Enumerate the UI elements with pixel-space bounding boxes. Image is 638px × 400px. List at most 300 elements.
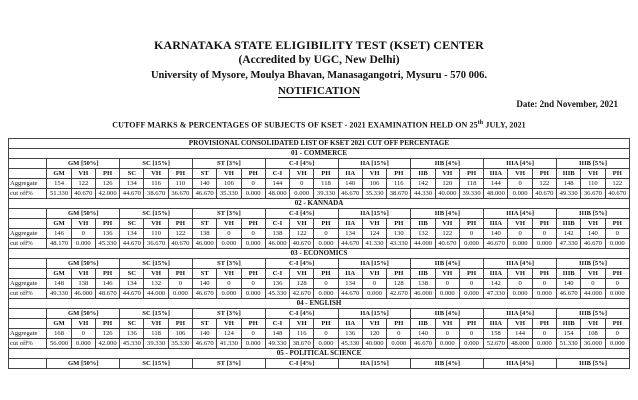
aggregate-value: 0 <box>435 279 459 289</box>
category-header: SC [15%] <box>120 259 193 269</box>
cutoff-value: 0.000 <box>459 239 483 249</box>
category-header: IIIB [5%] <box>557 209 630 219</box>
cutoff-value: 0.000 <box>362 289 386 299</box>
aggregate-value: 144 <box>484 179 508 189</box>
category-header: SC [15%] <box>120 359 193 369</box>
category-header: ST [3%] <box>193 359 266 369</box>
column-header: IIA <box>338 319 362 329</box>
aggregate-value: 0 <box>605 329 629 339</box>
column-header: PH <box>532 269 556 279</box>
aggregate-value: 158 <box>484 329 508 339</box>
column-header: SC <box>120 169 144 179</box>
aggregate-value: 140 <box>338 179 362 189</box>
aggregate-value: 136 <box>265 279 289 289</box>
aggregate-value: 148 <box>557 179 581 189</box>
aggregate-value: 132 <box>144 279 168 289</box>
aggregate-value: 140 <box>581 229 605 239</box>
column-header: VH <box>508 319 532 329</box>
column-header: VH <box>581 319 605 329</box>
category-header: IIIA [4%] <box>484 159 557 169</box>
cutoff-value: 44.000 <box>144 289 168 299</box>
subject-row <box>9 349 630 359</box>
category-header: SC [15%] <box>120 309 193 319</box>
column-header: VH <box>435 319 459 329</box>
aggregate-value: 134 <box>120 279 144 289</box>
category-header: IIIA [4%] <box>484 259 557 269</box>
category-header-row <box>9 309 630 319</box>
aggregate-value: 136 <box>338 329 362 339</box>
aggregate-value: 140 <box>193 329 217 339</box>
column-header: VH <box>71 219 95 229</box>
column-header: SC <box>120 319 144 329</box>
cutoff-value: 44.670 <box>120 289 144 299</box>
aggregate-value: 0 <box>532 329 556 339</box>
cutoff-value: 46.670 <box>581 239 605 249</box>
table-title: PROVISIONAL CONSOLIDATED LIST OF KSET 2021 CUT OFF PERCENTAGE <box>9 139 630 149</box>
aggregate-value: 0 <box>387 329 411 339</box>
aggregate-row <box>9 179 630 189</box>
aggregate-value: 0 <box>71 329 95 339</box>
cutoff-value: 43.330 <box>387 239 411 249</box>
aggregate-value: 0 <box>168 279 192 289</box>
aggregate-value: 128 <box>387 279 411 289</box>
column-header: PH <box>387 269 411 279</box>
cutoff-value: 44.000 <box>581 289 605 299</box>
category-header: ST [3%] <box>193 259 266 269</box>
category-header: IIIA [4%] <box>484 309 557 319</box>
category-header-row <box>9 159 630 169</box>
blank-cell <box>9 159 47 169</box>
category-header: IIB [4%] <box>411 309 484 319</box>
subject-row <box>9 249 630 259</box>
aggregate-value: 144 <box>508 329 532 339</box>
column-header: VH <box>144 169 168 179</box>
aggregate-value: 0 <box>459 229 483 239</box>
cutoff-value: 46.670 <box>193 339 217 349</box>
category-header: IIB [4%] <box>411 259 484 269</box>
aggregate-value: 140 <box>411 329 435 339</box>
subject-name: 01 - COMMERCE <box>9 149 630 159</box>
category-header: IIIB [5%] <box>557 309 630 319</box>
aggregate-value: 106 <box>168 329 192 339</box>
subject-row <box>9 299 630 309</box>
category-header: IIA [15%] <box>338 259 411 269</box>
cutoff-value: 0.000 <box>71 239 95 249</box>
category-header: SC [15%] <box>120 209 193 219</box>
cutoff-value: 0.000 <box>168 289 192 299</box>
column-header: IIIA <box>484 219 508 229</box>
aggregate-value: 0 <box>508 179 532 189</box>
aggregate-value: 124 <box>362 229 386 239</box>
aggregate-value: 138 <box>71 279 95 289</box>
cutoff-value: 45.330 <box>338 339 362 349</box>
column-header: VH <box>144 219 168 229</box>
category-header: IIA [15%] <box>338 359 411 369</box>
blank-cell <box>9 209 47 219</box>
category-header: IIIB [5%] <box>557 359 630 369</box>
column-header: PH <box>532 219 556 229</box>
cutoff-label: cut off% <box>9 239 47 249</box>
column-header: VH <box>435 269 459 279</box>
cutoff-value: 45.330 <box>95 239 119 249</box>
column-header-row <box>9 169 630 179</box>
cutoff-value: 0.000 <box>508 189 532 199</box>
cutoff-value: 0.000 <box>217 239 241 249</box>
blank-cell <box>9 269 47 279</box>
column-header: VH <box>581 169 605 179</box>
cutoff-value: 40.670 <box>532 189 556 199</box>
column-header: PH <box>241 319 265 329</box>
cutoff-value: 46.670 <box>193 289 217 299</box>
cutoff-value: 0.000 <box>435 289 459 299</box>
category-header: GM [50%] <box>47 309 120 319</box>
cutoff-value: 39.330 <box>459 189 483 199</box>
column-header: VH <box>508 219 532 229</box>
blank-cell <box>9 259 47 269</box>
cutoff-value: 0.000 <box>314 289 338 299</box>
category-header: IIIA [4%] <box>484 209 557 219</box>
aggregate-value: 142 <box>411 179 435 189</box>
aggregate-value: 106 <box>362 179 386 189</box>
column-header: PH <box>605 169 629 179</box>
category-header: ST [3%] <box>193 159 266 169</box>
cutoff-value: 36.000 <box>581 339 605 349</box>
column-header: IIB <box>411 169 435 179</box>
aggregate-value: 132 <box>411 229 435 239</box>
column-header: PH <box>605 269 629 279</box>
subject-name: 04 - ENGLISH <box>9 299 630 309</box>
cutoff-value: 0.000 <box>459 289 483 299</box>
aggregate-value: 0 <box>508 279 532 289</box>
aggregate-value: 148 <box>265 329 289 339</box>
column-header: VH <box>435 219 459 229</box>
aggregate-value: 0 <box>314 279 338 289</box>
cutoff-value: 40.670 <box>290 239 314 249</box>
cutoff-value: 51.330 <box>557 339 581 349</box>
cutoff-value: 0.000 <box>241 189 265 199</box>
center-name: KARNATAKA STATE ELIGIBILITY TEST (KSET) CENTER <box>154 38 484 52</box>
category-header: GM [50%] <box>47 359 120 369</box>
aggregate-label: Aggregate <box>9 329 47 339</box>
aggregate-value: 126 <box>95 329 119 339</box>
cutoff-row <box>9 189 630 199</box>
column-header: GM <box>47 319 71 329</box>
aggregate-value: 0 <box>605 279 629 289</box>
aggregate-value: 120 <box>362 329 386 339</box>
aggregate-value: 134 <box>120 179 144 189</box>
cutoff-value: 45.330 <box>120 339 144 349</box>
aggregate-row <box>9 279 630 289</box>
cutoff-value: 0.000 <box>508 239 532 249</box>
column-header: IIIB <box>557 219 581 229</box>
cutoff-value: 52.670 <box>484 339 508 349</box>
cutoff-value: 40.000 <box>362 339 386 349</box>
aggregate-value: 136 <box>95 229 119 239</box>
aggregate-value: 122 <box>290 229 314 239</box>
column-header: PH <box>168 169 192 179</box>
column-header: IIA <box>338 219 362 229</box>
cutoff-value: 41.330 <box>362 239 386 249</box>
aggregate-value: 0 <box>362 279 386 289</box>
column-header: VH <box>290 269 314 279</box>
cutoff-value: 40.670 <box>435 239 459 249</box>
cutoff-value: 49.330 <box>557 189 581 199</box>
cutoff-value: 46.000 <box>193 239 217 249</box>
cutoff-value: 48.000 <box>508 339 532 349</box>
aggregate-value: 146 <box>95 279 119 289</box>
column-header: IIB <box>411 269 435 279</box>
column-header: ST <box>193 269 217 279</box>
aggregate-value: 118 <box>144 329 168 339</box>
cutoff-value: 44.330 <box>411 189 435 199</box>
aggregate-value: 118 <box>314 179 338 189</box>
column-header: IIB <box>411 219 435 229</box>
cutoff-value: 35.330 <box>168 339 192 349</box>
column-header: C-I <box>265 319 289 329</box>
cutoff-value: 48.170 <box>47 239 71 249</box>
aggregate-value: 128 <box>290 279 314 289</box>
cutoff-row <box>9 339 630 349</box>
column-header-row <box>9 269 630 279</box>
cutoff-value: 40.670 <box>605 189 629 199</box>
aggregate-value: 126 <box>95 179 119 189</box>
aggregate-value: 0 <box>532 279 556 289</box>
aggregate-value: 144 <box>265 179 289 189</box>
column-header: VH <box>508 269 532 279</box>
column-header: VH <box>71 319 95 329</box>
cutoff-value: 0.000 <box>71 339 95 349</box>
cutoff-value: 0.000 <box>314 239 338 249</box>
category-header-row <box>9 209 630 219</box>
column-header: VH <box>290 219 314 229</box>
aggregate-value: 140 <box>484 229 508 239</box>
cutoff-value: 46.000 <box>71 289 95 299</box>
aggregate-value: 0 <box>314 329 338 339</box>
cutoff-value: 0.000 <box>508 289 532 299</box>
column-header: PH <box>459 169 483 179</box>
column-header: PH <box>459 319 483 329</box>
cutoff-value: 0.000 <box>217 289 241 299</box>
column-header: PH <box>314 319 338 329</box>
notification-heading: NOTIFICATION <box>277 85 361 97</box>
aggregate-value: 142 <box>484 279 508 289</box>
column-header: VH <box>144 319 168 329</box>
column-header: GM <box>47 219 71 229</box>
category-header: C-I [4%] <box>265 159 338 169</box>
column-header: VH <box>71 269 95 279</box>
aggregate-value: 0 <box>217 229 241 239</box>
cutoff-label: cut off% <box>9 189 47 199</box>
column-header: VH <box>217 169 241 179</box>
category-header: IIIA [4%] <box>484 359 557 369</box>
column-header: PH <box>459 219 483 229</box>
category-header: C-I [4%] <box>265 209 338 219</box>
blank-cell <box>9 169 47 179</box>
column-header: VH <box>217 319 241 329</box>
cutoff-value: 36.670 <box>168 189 192 199</box>
cutoff-row <box>9 239 630 249</box>
aggregate-value: 116 <box>290 329 314 339</box>
aggregate-row <box>9 329 630 339</box>
aggregate-value: 142 <box>557 229 581 239</box>
column-header: IIIA <box>484 319 508 329</box>
column-header: PH <box>532 319 556 329</box>
cutoff-value: 44.000 <box>411 239 435 249</box>
aggregate-value: 122 <box>168 229 192 239</box>
aggregate-value: 130 <box>387 229 411 239</box>
column-header: IIB <box>411 319 435 329</box>
blank-cell <box>9 319 47 329</box>
column-header: IIA <box>338 169 362 179</box>
category-header: IIB [4%] <box>411 209 484 219</box>
cutoff-value: 44.670 <box>120 239 144 249</box>
cutoff-value: 39.330 <box>144 339 168 349</box>
subject-name: 05 - POLITICAL SCIENCE <box>9 349 630 359</box>
column-header: VH <box>508 169 532 179</box>
column-header: C-I <box>265 269 289 279</box>
aggregate-value: 124 <box>217 329 241 339</box>
cutoff-value: 0.000 <box>241 289 265 299</box>
cutoff-value: 36.670 <box>144 239 168 249</box>
column-header: PH <box>387 169 411 179</box>
cutoff-value: 0.000 <box>290 189 314 199</box>
category-header: GM [50%] <box>47 209 120 219</box>
blank-cell <box>9 309 47 319</box>
column-header: VH <box>290 319 314 329</box>
column-header: VH <box>217 219 241 229</box>
cutoff-value: 0.000 <box>435 339 459 349</box>
column-header: GM <box>47 269 71 279</box>
cutoff-value: 38.670 <box>387 189 411 199</box>
column-header: PH <box>387 319 411 329</box>
category-header: C-I [4%] <box>265 309 338 319</box>
cutoff-value: 46.670 <box>484 239 508 249</box>
aggregate-value: 0 <box>314 229 338 239</box>
cutoff-value: 42.670 <box>290 289 314 299</box>
aggregate-value: 122 <box>71 179 95 189</box>
column-header: VH <box>290 169 314 179</box>
cutoff-value: 40.670 <box>168 239 192 249</box>
category-header: IIA [15%] <box>338 209 411 219</box>
cutoff-value: 38.670 <box>290 339 314 349</box>
category-header: GM [50%] <box>47 159 120 169</box>
column-header: VH <box>581 269 605 279</box>
column-header: IIIB <box>557 169 581 179</box>
cutoff-label: cut off% <box>9 289 47 299</box>
column-header: VH <box>71 169 95 179</box>
aggregate-value: 168 <box>47 329 71 339</box>
cutoff-value: 48.000 <box>484 189 508 199</box>
column-header: VH <box>144 269 168 279</box>
cutoff-value: 45.330 <box>265 289 289 299</box>
column-header: PH <box>605 319 629 329</box>
aggregate-row <box>9 229 630 239</box>
cutoff-value: 42.670 <box>387 289 411 299</box>
column-header: IIA <box>338 269 362 279</box>
cutoff-value: 46.670 <box>193 189 217 199</box>
cutoff-value: 46.000 <box>265 239 289 249</box>
category-header: ST [3%] <box>193 209 266 219</box>
aggregate-value: 0 <box>532 229 556 239</box>
address: University of Mysore, Moulya Bhavan, Manasagangotri, Mysuru - 570 006. <box>150 70 488 81</box>
cutoff-value: 40.670 <box>71 189 95 199</box>
category-header: IIB [4%] <box>411 359 484 369</box>
aggregate-value: 110 <box>144 229 168 239</box>
cutoff-value: 46.670 <box>338 189 362 199</box>
aggregate-value: 138 <box>411 279 435 289</box>
aggregate-value: 0 <box>241 279 265 289</box>
column-header: IIIB <box>557 269 581 279</box>
column-header: PH <box>387 219 411 229</box>
aggregate-value: 108 <box>581 329 605 339</box>
cutoff-value: 0.000 <box>241 239 265 249</box>
aggregate-value: 148 <box>47 279 71 289</box>
column-header: SC <box>120 269 144 279</box>
table-title-row <box>9 139 630 149</box>
aggregate-value: 154 <box>47 179 71 189</box>
column-header: SC <box>120 219 144 229</box>
cutoff-value: 42.000 <box>95 339 119 349</box>
cutoff-value: 0.000 <box>459 339 483 349</box>
cutoff-value: 35.330 <box>217 189 241 199</box>
cutoff-value: 48.000 <box>265 189 289 199</box>
aggregate-value: 116 <box>144 179 168 189</box>
accreditation: (Accredited by UGC, New Delhi) <box>238 54 400 66</box>
cutoff-value: 41.330 <box>217 339 241 349</box>
cutoff-value: 48.670 <box>95 289 119 299</box>
column-header: PH <box>459 269 483 279</box>
subject-name: 02 - KANNADA <box>9 199 630 209</box>
aggregate-value: 0 <box>435 329 459 339</box>
category-header-row <box>9 359 630 369</box>
cutoff-value: 0.000 <box>605 239 629 249</box>
cutoff-value: 40.000 <box>435 189 459 199</box>
category-header: C-I [4%] <box>265 259 338 269</box>
cutoff-value: 36.670 <box>581 189 605 199</box>
aggregate-value: 146 <box>47 229 71 239</box>
aggregate-value: 134 <box>120 229 144 239</box>
aggregate-value: 0 <box>581 279 605 289</box>
document-subtitle: CUTOFF MARKS & PERCENTAGES OF SUBJECTS OF KSET - 2021 EXAMINATION HELD ON 25th JULY, 2021 <box>112 120 526 130</box>
aggregate-value: 136 <box>120 329 144 339</box>
aggregate-label: Aggregate <box>9 179 47 189</box>
cutoff-value: 47.330 <box>557 239 581 249</box>
cutoff-value: 0.000 <box>532 289 556 299</box>
letterhead <box>0 38 638 83</box>
category-header: IIB [4%] <box>411 159 484 169</box>
column-header: IIIA <box>484 269 508 279</box>
cutoff-value: 39.330 <box>314 189 338 199</box>
category-header: IIIB [5%] <box>557 159 630 169</box>
column-header: PH <box>95 219 119 229</box>
column-header: IIIA <box>484 169 508 179</box>
cutoff-value: 0.000 <box>241 339 265 349</box>
column-header: C-I <box>265 169 289 179</box>
cutoff-value: 49.330 <box>265 339 289 349</box>
aggregate-value: 0 <box>241 329 265 339</box>
aggregate-value: 110 <box>168 179 192 189</box>
cutoff-value: 44.670 <box>338 289 362 299</box>
column-header: ST <box>193 219 217 229</box>
column-header: PH <box>532 169 556 179</box>
column-header: VH <box>362 169 386 179</box>
column-header: PH <box>605 219 629 229</box>
aggregate-value: 0 <box>71 229 95 239</box>
column-header-row <box>9 219 630 229</box>
column-header: ST <box>193 319 217 329</box>
aggregate-value: 122 <box>435 229 459 239</box>
column-header: VH <box>435 169 459 179</box>
